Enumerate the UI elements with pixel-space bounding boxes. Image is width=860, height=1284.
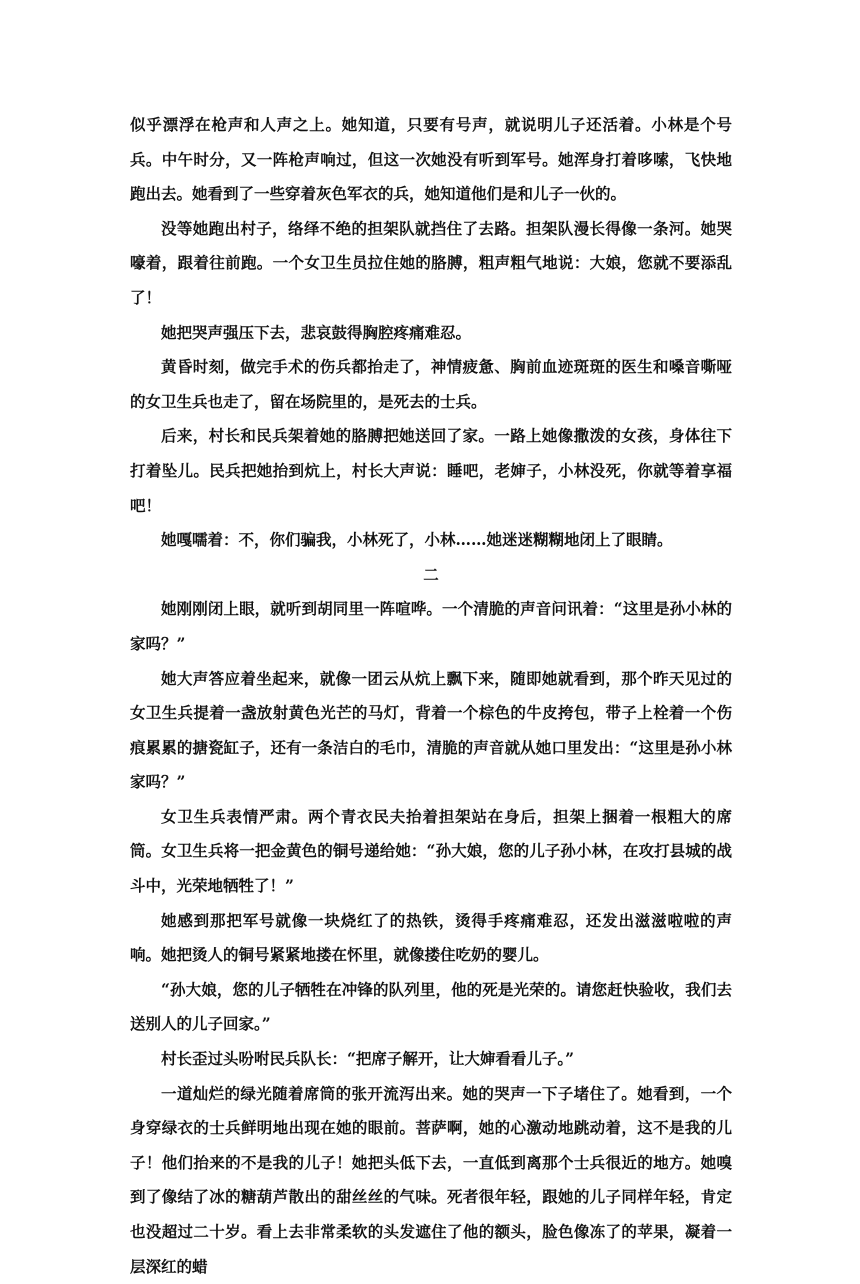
paragraph: 她大声答应着坐起来，就像一团云从炕上飘下来，随即她就看到，那个昨天见过的女卫生兵提着一盏放射黄色光芒的马灯，背着一个棕色的牛皮挎包，带子上栓着一个伤痕累累的搪瓷缸子，还有一条洁白的毛巾，清脆的声音就从她口里发出：“这里是孙小林家吗？” [130,668,732,792]
paragraph: 村长歪过头吩咐民兵队长：“把席子解开，让大婶看看儿子。” [161,1049,575,1069]
paragraph: 黄昏时刻，做完手术的伤兵都抬走了，神情疲惫、胸前血迹斑斑的医生和嗓音嘶哑的女卫生兵也走了，留在场院里的，是死去的士兵。 [130,357,732,411]
paragraph: 她把哭声强压下去，悲哀鼓得胸腔疼痛难忍。 [161,322,472,342]
paragraph: 女卫生兵表情严肃。两个青衣民夫抬着担架站在身后，担架上捆着一根粗大的席筒。女卫生兵将一把金黄色的铜号递给她：“孙大娘，您的儿子孙小林，在攻打县城的战斗中，光荣地牺牲了！” [130,806,732,896]
paragraph: 后来，村长和民兵架着她的胳膊把她送回了家。一路上她像撒泼的女孩，身体往下打着坠儿。民兵把她抬到炕上，村长大声说：睡吧，老婶子，小林没死，你就等着享福吧！ [130,426,732,515]
paragraph: 她刚刚闭上眼，就听到胡同里一阵喧哗。一个清脆的声音问讯着：“这里是孙小林的家吗？” [130,599,732,653]
paragraph: 她感到那把军号就像一块烧红了的热铁，烫得手疼痛难忍，还发出滋滋啦啦的声响。她把烫人的铜号紧紧地搂在怀里，就像搂住吃奶的婴儿。 [130,910,732,965]
paragraph: 没等她跑出村子，络绎不绝的担架队就挡住了去路。担架队漫长得像一条河。她哭嚎着，跟着往前跑。一个女卫生员拉住她的胳膊，粗声粗气地说：大娘，您就不要添乱了！ [130,218,732,307]
paragraph: “孙大娘，您的儿子牺牲在冲锋的队列里，他的死是光荣的。请您赶快验收，我们去送别人的儿子回家。” [130,979,732,1034]
paragraph-continuation: 似乎漂浮在枪声和人声之上。她知道，只要有号声，就说明儿子还活着。小林是个号兵。中午时分，又一阵枪声响过，但这一次她没有听到军号。她浑身打着哆嗦，飞快地跑出去。她看到了一些穿着灰色军衣的兵，她知道他们是和儿子一伙的。 [130,115,732,204]
section-heading: 二 [423,564,439,584]
paragraph: 一道灿烂的绿光随着席筒的张开流泻出来。她的哭声一下子堵住了。她看到，一个身穿绿衣的士兵鲜明地出现在她的眼前。菩萨啊，她的心激动地跳动着，这不是我的儿子！他们抬来的不是我的儿子！她把头低下去，一直低到离那个士兵很近的地方。她嗅到了像结了冰的糖葫芦散出的甜丝丝的气味。死者很年轻，跟她的儿子同样年轻，肯定也没超过二十岁。看上去非常柔软的头发遮住了他的额头，脸色像冻了的苹果，凝着一层深红的蜡 [130,1083,732,1276]
paragraph: 她嘎嚅着：不，你们骗我，小林死了，小林……她迷迷糊糊地闭上了眼睛。 [161,530,673,550]
document-page [130,108,732,1284]
